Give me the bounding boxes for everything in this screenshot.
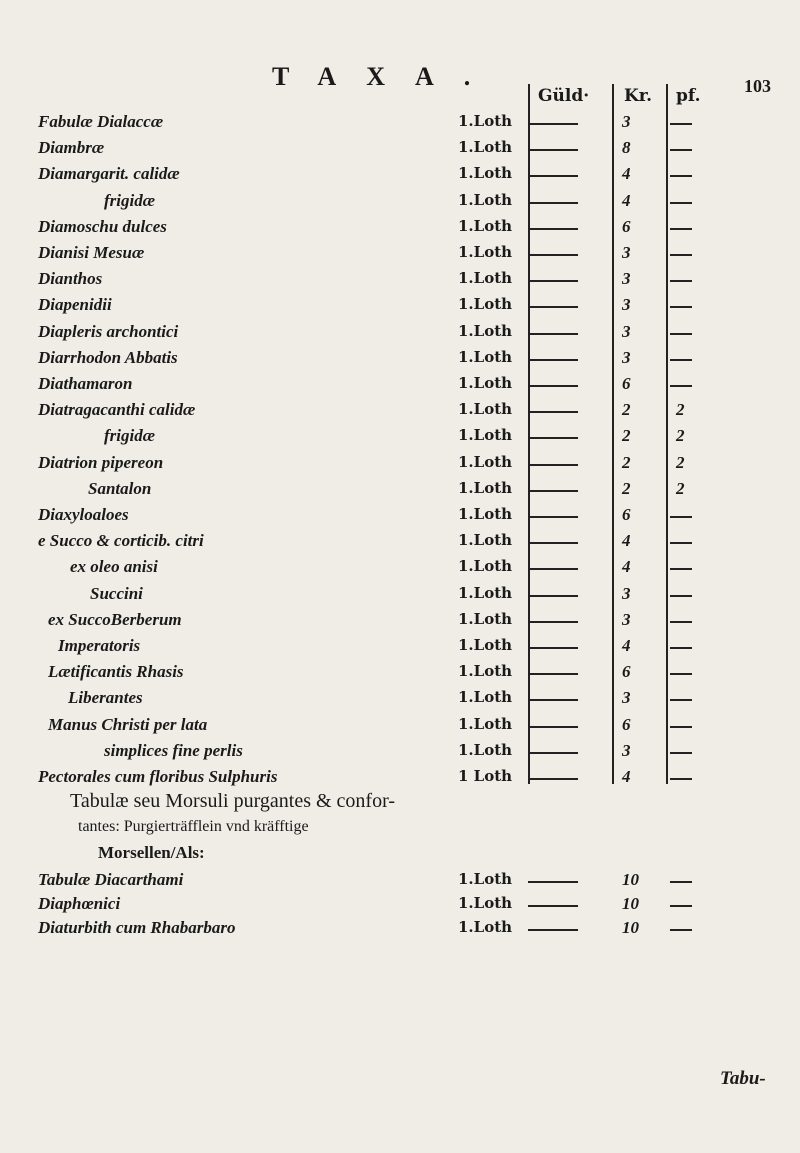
item-quantity: 1.Loth bbox=[458, 740, 513, 759]
item-kreuzer: 4 bbox=[622, 190, 631, 210]
gulden-dash bbox=[528, 333, 578, 335]
item-kreuzer: 10 bbox=[622, 918, 639, 937]
item-name: Succini bbox=[90, 583, 143, 603]
item-name: Diaphœnici bbox=[38, 894, 121, 913]
item-kreuzer: 8 bbox=[622, 138, 631, 158]
table-row bbox=[0, 870, 800, 894]
item-quantity: 1.Loth bbox=[458, 583, 513, 602]
item-kreuzer: 10 bbox=[622, 870, 639, 889]
section-heading-line: Tabulæ seu Morsuli purgantes & confor- bbox=[70, 790, 395, 812]
item-name: Tabulæ Diacarthami bbox=[38, 870, 184, 889]
item-quantity: 1.Loth bbox=[458, 688, 513, 707]
pfennig-dash bbox=[670, 595, 692, 597]
gulden-dash bbox=[528, 881, 578, 883]
table-row bbox=[0, 741, 800, 765]
pfennig-dash bbox=[670, 516, 692, 518]
pfennig-dash bbox=[670, 621, 692, 623]
table-row bbox=[0, 557, 800, 581]
table-row bbox=[0, 584, 800, 608]
gulden-dash bbox=[528, 254, 578, 256]
item-pfennig: 2 bbox=[676, 452, 685, 472]
item-pfennig: 2 bbox=[676, 478, 685, 498]
table-row bbox=[0, 295, 800, 319]
pfennig-dash bbox=[670, 929, 692, 931]
pfennig-dash bbox=[670, 123, 692, 125]
item-quantity: 1.Loth bbox=[458, 112, 513, 130]
item-name: Dianisi Mesuæ bbox=[38, 243, 145, 262]
pfennig-dash bbox=[670, 905, 692, 907]
item-kreuzer: 6 bbox=[622, 216, 631, 236]
gulden-dash bbox=[528, 752, 578, 754]
pfennig-dash bbox=[670, 778, 692, 780]
table-row bbox=[0, 636, 800, 660]
gulden-dash bbox=[528, 542, 578, 544]
gulden-dash bbox=[528, 437, 578, 439]
gulden-dash bbox=[528, 568, 578, 570]
item-kreuzer: 6 bbox=[622, 714, 631, 734]
table-row bbox=[0, 243, 800, 267]
table-row bbox=[0, 505, 800, 529]
gulden-dash bbox=[528, 673, 578, 675]
item-quantity: 1.Loth bbox=[458, 400, 513, 419]
item-quantity: 1.Loth bbox=[458, 216, 513, 235]
pfennig-dash bbox=[670, 175, 692, 177]
gulden-dash bbox=[528, 280, 578, 282]
item-quantity: 1.Loth bbox=[458, 374, 513, 392]
table-row bbox=[0, 112, 800, 136]
item-kreuzer: 2 bbox=[622, 452, 631, 472]
item-quantity: 1.Loth bbox=[458, 347, 513, 366]
gulden-dash bbox=[528, 778, 578, 780]
pfennig-dash bbox=[670, 228, 692, 230]
pfennig-dash bbox=[670, 699, 692, 701]
item-name: Diathamaron bbox=[38, 374, 133, 393]
item-name: frigidæ bbox=[104, 426, 155, 446]
item-name: Dianthos bbox=[38, 269, 103, 289]
pfennig-dash bbox=[670, 673, 692, 675]
item-name: Manus Christi per lata bbox=[48, 714, 208, 734]
table-row bbox=[0, 374, 800, 398]
gulden-dash bbox=[528, 490, 578, 492]
gulden-dash bbox=[528, 385, 578, 387]
pfennig-dash bbox=[670, 726, 692, 728]
item-quantity: 1.Loth bbox=[458, 452, 513, 471]
item-name: Diapenidii bbox=[38, 295, 112, 315]
table-row bbox=[0, 479, 800, 503]
pfennig-dash bbox=[670, 306, 692, 308]
item-name: Diatragacanthi calidæ bbox=[38, 400, 196, 420]
table-row bbox=[0, 894, 800, 918]
item-pfennig: 2 bbox=[676, 400, 685, 420]
item-pfennig: 2 bbox=[676, 426, 685, 446]
item-quantity: 1.Loth bbox=[458, 190, 513, 209]
item-quantity: 1.Loth bbox=[458, 478, 513, 497]
table-row bbox=[0, 138, 800, 162]
item-name: Diaturbith cum Rhabarbaro bbox=[38, 918, 236, 937]
item-kreuzer: 3 bbox=[622, 269, 631, 289]
item-kreuzer: 4 bbox=[622, 557, 631, 577]
item-kreuzer: 3 bbox=[622, 740, 631, 760]
item-kreuzer: 4 bbox=[622, 164, 631, 184]
item-name: e Succo & corticib. citri bbox=[38, 531, 204, 551]
item-quantity: 1.Loth bbox=[458, 662, 513, 681]
item-name: Diaxyloaloes bbox=[38, 505, 129, 524]
item-name: ex SuccoBerberum bbox=[48, 609, 182, 629]
item-quantity: 1.Loth bbox=[458, 426, 513, 445]
item-name: Diarrhodon Abbatis bbox=[38, 347, 178, 367]
gulden-dash bbox=[528, 228, 578, 230]
running-head: TAXA. bbox=[272, 62, 501, 91]
table-row bbox=[0, 400, 800, 424]
item-quantity: 1.Loth bbox=[458, 636, 513, 654]
table-row bbox=[0, 918, 800, 942]
item-name: ex oleo anisi bbox=[70, 557, 158, 577]
item-kreuzer: 2 bbox=[622, 478, 631, 498]
item-kreuzer: 4 bbox=[622, 767, 631, 786]
pfennig-dash bbox=[670, 752, 692, 754]
column-header-kreuzer: Kr. bbox=[624, 86, 653, 106]
gulden-dash bbox=[528, 699, 578, 701]
pfennig-dash bbox=[670, 881, 692, 883]
table-row bbox=[0, 531, 800, 555]
item-name: simplices fine perlis bbox=[104, 740, 243, 760]
item-quantity: 1.Loth bbox=[458, 557, 513, 576]
item-name: Diapleris archontici bbox=[38, 321, 179, 341]
pfennig-dash bbox=[670, 149, 692, 151]
pfennig-dash bbox=[670, 333, 692, 335]
pfennig-dash bbox=[670, 280, 692, 282]
table-row bbox=[0, 348, 800, 372]
item-kreuzer: 3 bbox=[622, 112, 631, 131]
item-quantity: 1.Loth bbox=[458, 531, 513, 550]
pfennig-dash bbox=[670, 202, 692, 204]
pfennig-dash bbox=[670, 359, 692, 361]
table-row bbox=[0, 610, 800, 634]
item-quantity: 1.Loth bbox=[458, 870, 513, 888]
item-name: Pectorales cum floribus Sulphuris bbox=[38, 767, 278, 786]
item-kreuzer: 3 bbox=[622, 243, 631, 262]
item-quantity: 1.Loth bbox=[458, 918, 513, 936]
item-kreuzer: 3 bbox=[622, 688, 631, 708]
item-kreuzer: 3 bbox=[622, 295, 631, 315]
item-name: Diambræ bbox=[38, 138, 105, 158]
table-row bbox=[0, 217, 800, 241]
table-row bbox=[0, 269, 800, 293]
item-kreuzer: 6 bbox=[622, 505, 631, 524]
pfennig-dash bbox=[670, 568, 692, 570]
pfennig-dash bbox=[670, 647, 692, 649]
gulden-dash bbox=[528, 647, 578, 649]
item-kreuzer: 2 bbox=[622, 400, 631, 420]
item-name: Liberantes bbox=[68, 688, 143, 708]
table-row bbox=[0, 453, 800, 477]
item-kreuzer: 4 bbox=[622, 636, 631, 655]
section-heading-line: Morsellen/Als: bbox=[98, 843, 205, 862]
item-quantity: 1 Loth bbox=[458, 767, 513, 785]
item-kreuzer: 3 bbox=[622, 583, 631, 603]
item-name: Diatrion pipereon bbox=[38, 452, 164, 472]
gulden-dash bbox=[528, 464, 578, 466]
gulden-dash bbox=[528, 905, 578, 907]
table-row bbox=[0, 322, 800, 346]
gulden-dash bbox=[528, 929, 578, 931]
item-kreuzer: 4 bbox=[622, 531, 631, 551]
item-kreuzer: 6 bbox=[622, 374, 631, 393]
item-quantity: 1.Loth bbox=[458, 138, 513, 157]
pfennig-dash bbox=[670, 254, 692, 256]
gulden-dash bbox=[528, 595, 578, 597]
table-row bbox=[0, 662, 800, 686]
pfennig-dash bbox=[670, 542, 692, 544]
item-quantity: 1.Loth bbox=[458, 505, 513, 523]
table-row bbox=[0, 688, 800, 712]
item-quantity: 1.Loth bbox=[458, 894, 513, 912]
gulden-dash bbox=[528, 202, 578, 204]
gulden-dash bbox=[528, 726, 578, 728]
item-quantity: 1.Loth bbox=[458, 164, 513, 183]
item-quantity: 1.Loth bbox=[458, 609, 513, 628]
table-row bbox=[0, 426, 800, 450]
gulden-dash bbox=[528, 411, 578, 413]
item-name: Diamoschu dulces bbox=[38, 216, 167, 236]
gulden-dash bbox=[528, 516, 578, 518]
item-name: frigidæ bbox=[104, 190, 155, 210]
gulden-dash bbox=[528, 175, 578, 177]
item-name: Fabulæ Dialaccæ bbox=[38, 112, 164, 131]
gulden-dash bbox=[528, 621, 578, 623]
page-number: 103 bbox=[744, 76, 771, 96]
section-heading bbox=[70, 788, 630, 866]
item-quantity: 1.Loth bbox=[458, 269, 513, 288]
item-kreuzer: 3 bbox=[622, 321, 631, 341]
column-header-pfennig: pf. bbox=[676, 86, 701, 106]
item-kreuzer: 3 bbox=[622, 609, 631, 629]
item-name: Santalon bbox=[88, 478, 152, 498]
gulden-dash bbox=[528, 306, 578, 308]
item-quantity: 1.Loth bbox=[458, 295, 513, 314]
item-kreuzer: 2 bbox=[622, 426, 631, 446]
table-row bbox=[0, 715, 800, 739]
gulden-dash bbox=[528, 149, 578, 151]
item-quantity: 1.Loth bbox=[458, 243, 513, 261]
item-kreuzer: 10 bbox=[622, 894, 639, 913]
item-kreuzer: 3 bbox=[622, 347, 631, 367]
item-quantity: 1.Loth bbox=[458, 321, 513, 340]
item-name: Diamargarit. calidæ bbox=[38, 164, 180, 184]
catchword: Tabu- bbox=[720, 1068, 766, 1089]
table-row bbox=[0, 164, 800, 188]
pfennig-dash bbox=[670, 385, 692, 387]
gulden-dash bbox=[528, 359, 578, 361]
gulden-dash bbox=[528, 123, 578, 125]
table-row bbox=[0, 191, 800, 215]
item-quantity: 1.Loth bbox=[458, 714, 513, 733]
item-name: Lætificantis Rhasis bbox=[48, 662, 184, 682]
column-header-gulden: Güld· bbox=[538, 86, 590, 106]
section-heading-line: tantes: Purgierträfflein vnd kräfftige bbox=[78, 818, 309, 835]
item-name: Imperatoris bbox=[58, 636, 141, 655]
item-kreuzer: 6 bbox=[622, 662, 631, 682]
